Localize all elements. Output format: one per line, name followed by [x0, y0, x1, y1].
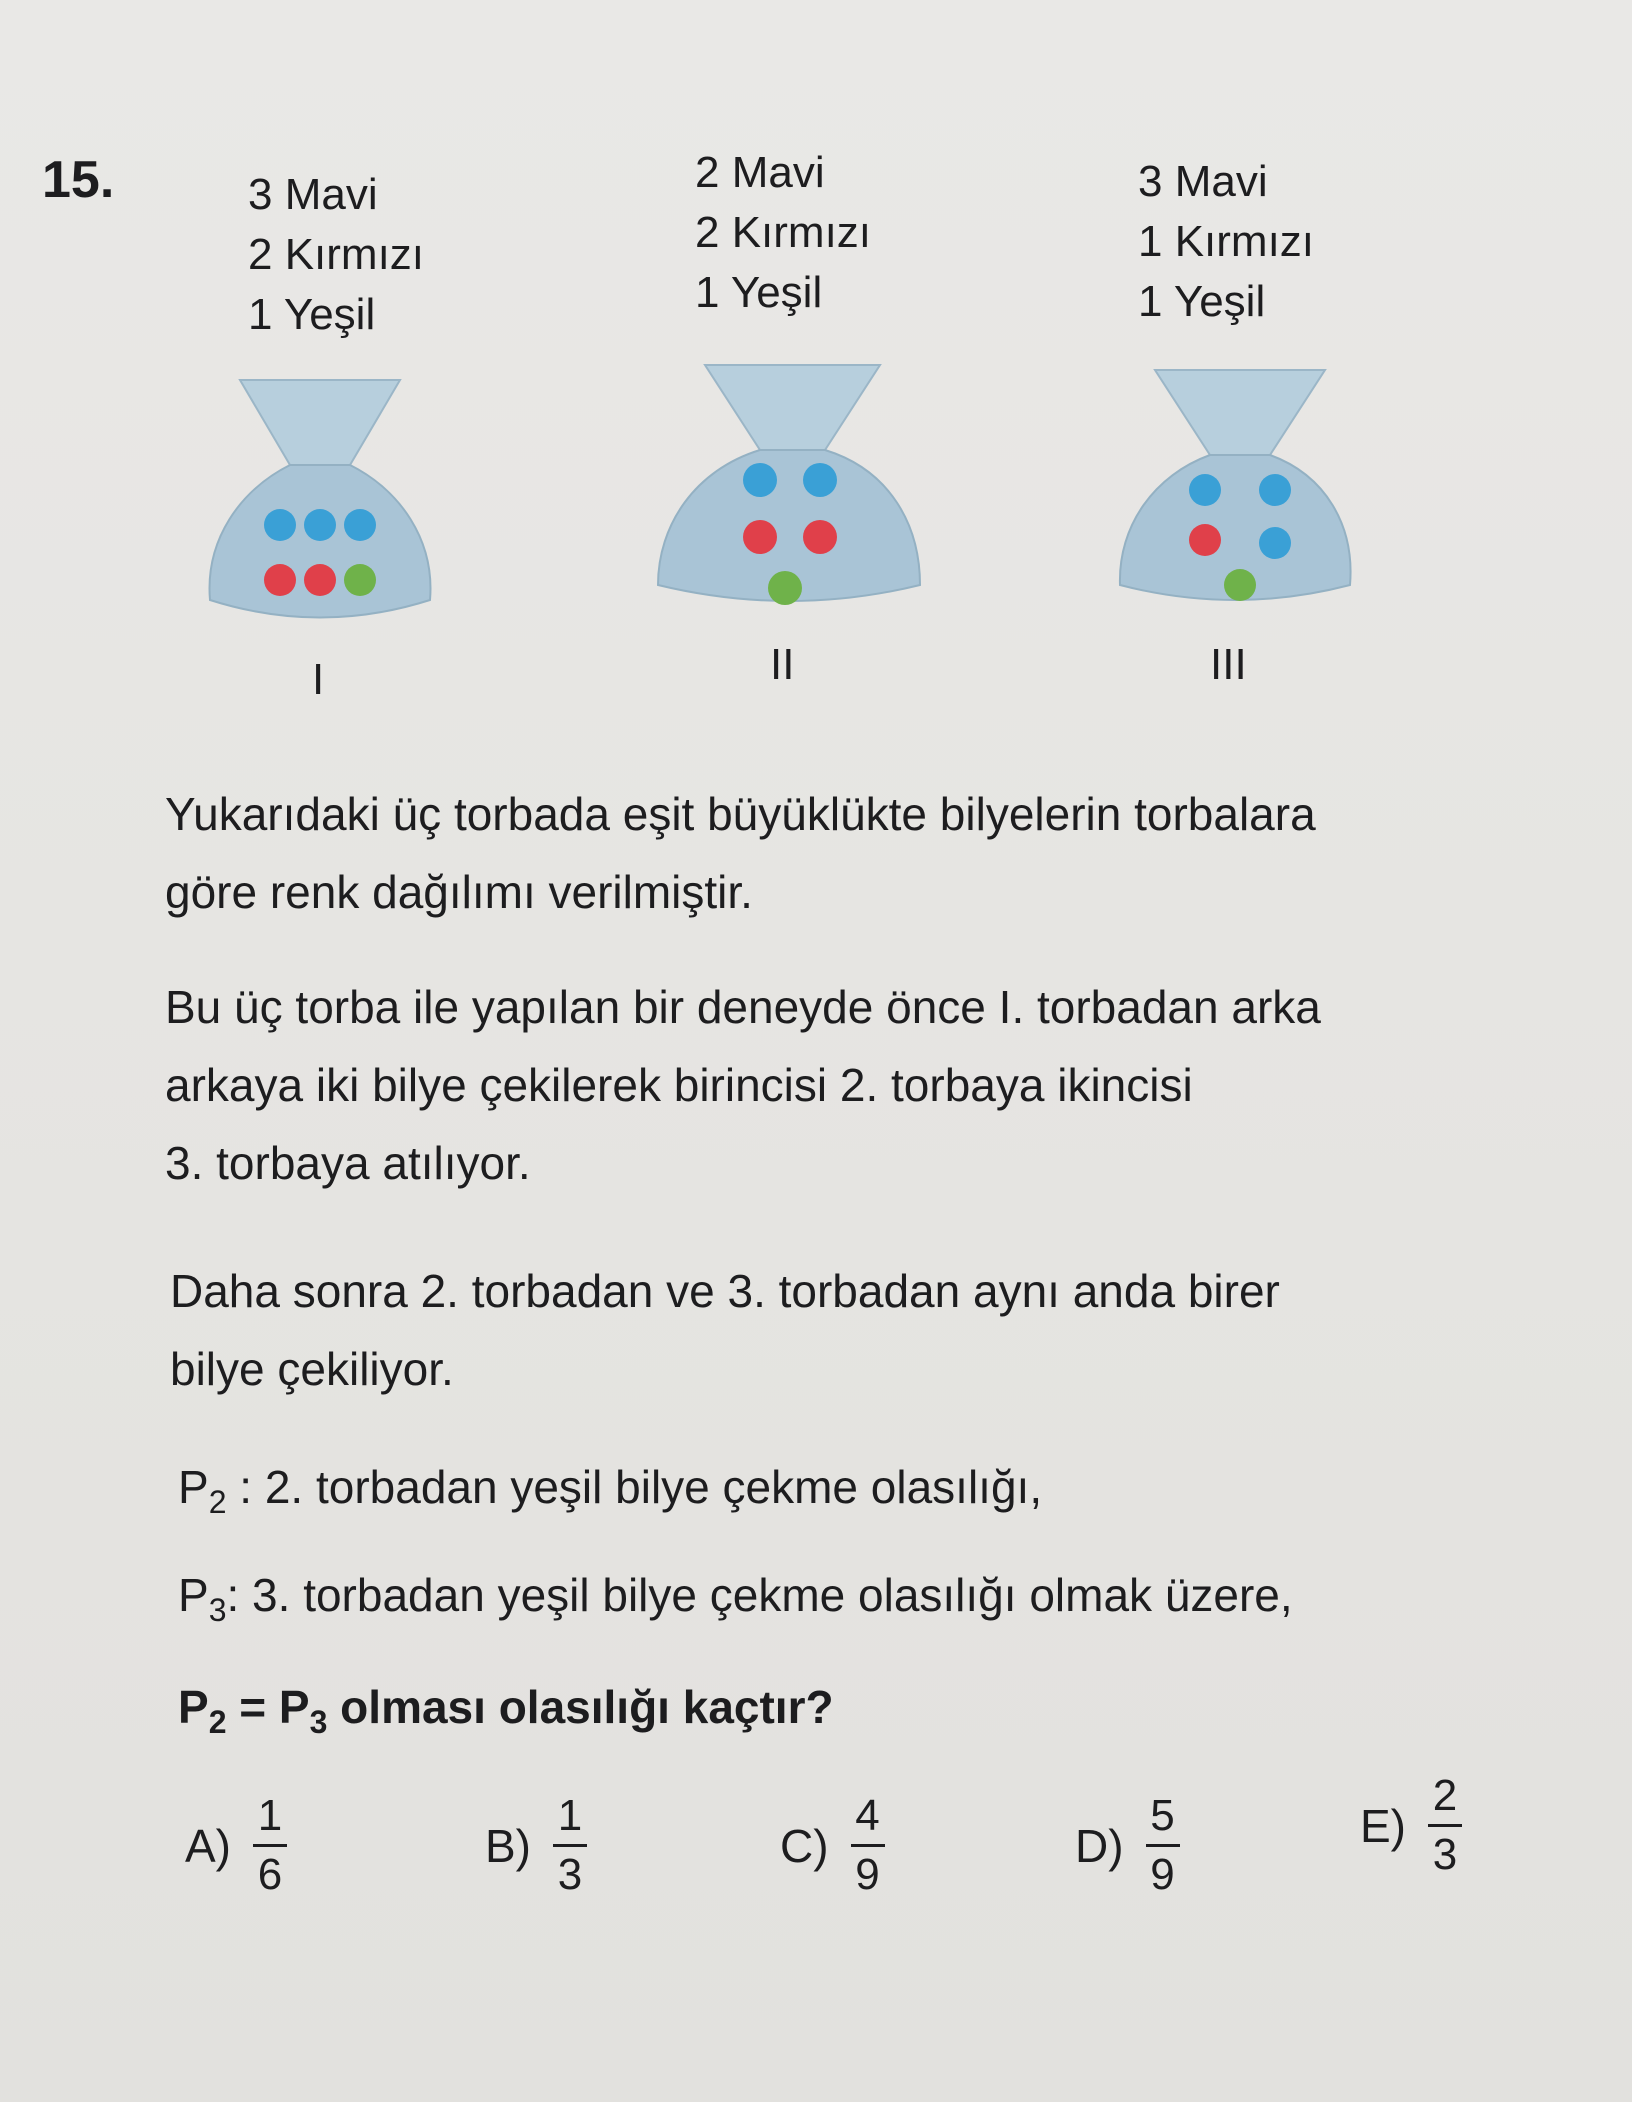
- fraction-bar: [253, 1844, 287, 1847]
- option-letter: E): [1360, 1799, 1406, 1852]
- fraction-denominator: 3: [1432, 1830, 1458, 1879]
- ball-green: [768, 571, 802, 605]
- bag-1-label: [248, 165, 424, 345]
- ball-red: [1189, 524, 1221, 556]
- paragraph-line: göre renk dağılımı verilmiştir.: [165, 866, 753, 918]
- bag-1-roman: I: [312, 655, 325, 704]
- ball-blue: [1259, 474, 1291, 506]
- option-b[interactable]: [485, 1790, 587, 1901]
- symbol-p: P: [178, 1681, 209, 1733]
- option-fraction: [1428, 1770, 1462, 1881]
- bag-3-label-line: 1 Kırmızı: [1138, 217, 1315, 266]
- ball-blue: [1189, 474, 1221, 506]
- fraction-bar: [1428, 1824, 1462, 1827]
- paragraph-line: Daha sonra 2. torbadan ve 3. torbadan aynı anda birer: [170, 1265, 1280, 1317]
- ball-red: [803, 520, 837, 554]
- option-fraction: [253, 1790, 287, 1901]
- bag-2-roman: II: [770, 640, 795, 689]
- definition-text: : 2. torbadan yeşil bilye çekme olasılığı,: [226, 1461, 1043, 1513]
- option-a[interactable]: [185, 1790, 287, 1901]
- symbol-p: P: [178, 1569, 209, 1621]
- option-c[interactable]: [780, 1790, 885, 1901]
- fraction-bar: [553, 1844, 587, 1847]
- fraction-bar: [851, 1844, 885, 1847]
- paragraph-line: bilye çekiliyor.: [170, 1343, 454, 1395]
- bag-3-image: [1110, 360, 1360, 620]
- option-d[interactable]: [1075, 1790, 1180, 1901]
- question-text: [178, 1680, 834, 1741]
- paragraph-line: 3. torbaya atılıyor.: [165, 1137, 531, 1189]
- bag-2-label-line: 2 Mavi: [695, 148, 825, 197]
- ball-blue: [344, 509, 376, 541]
- paragraph-line: arkaya iki bilye çekilerek birincisi 2. torbaya ikincisi: [165, 1059, 1193, 1111]
- option-fraction: [1146, 1790, 1180, 1901]
- bag-3-label-line: 3 Mavi: [1138, 157, 1268, 206]
- ball-green: [344, 564, 376, 596]
- fraction-bar: [1146, 1844, 1180, 1847]
- bag-1-label-line: 1 Yeşil: [248, 290, 376, 339]
- subscript: 3: [208, 1592, 227, 1628]
- question-number: 15.: [42, 151, 115, 209]
- bag-2-label-line: 2 Kırmızı: [695, 208, 872, 257]
- fraction-numerator: 1: [257, 1791, 283, 1840]
- subscript: 2: [208, 1484, 227, 1520]
- fraction-denominator: 9: [855, 1850, 880, 1899]
- option-letter: C): [780, 1819, 829, 1872]
- subscript: 3: [309, 1704, 328, 1740]
- bag-2-label: [695, 143, 871, 323]
- definition-p2: [178, 1460, 1042, 1521]
- bag-1-label-line: 3 Mavi: [248, 170, 378, 219]
- option-e[interactable]: [1360, 1770, 1462, 1881]
- paragraph-experiment: [165, 968, 1321, 1202]
- bag-3-roman: III: [1210, 640, 1247, 689]
- ball-red: [304, 564, 336, 596]
- bag-2-image: [650, 355, 930, 620]
- question-sentence: olması olasılığı kaçtır?: [327, 1681, 834, 1733]
- definition-p3: [178, 1568, 1293, 1629]
- bag-3-label-line: 1 Yeşil: [1138, 277, 1266, 326]
- paragraph-line: Bu üç torba ile yapılan bir deneyde önce I. torbadan arka: [165, 981, 1321, 1033]
- symbol-p: P: [178, 1461, 209, 1513]
- option-letter: B): [485, 1819, 531, 1872]
- fraction-numerator: 4: [855, 1791, 880, 1840]
- option-fraction: [553, 1790, 587, 1901]
- paragraph-line: Yukarıdaki üç torbada eşit büyüklükte bilyelerin torbalara: [165, 788, 1316, 840]
- ball-blue: [803, 463, 837, 497]
- equals-sign: =: [226, 1681, 279, 1733]
- bag-1-image: [200, 370, 440, 640]
- ball-blue: [1259, 527, 1291, 559]
- ball-red: [743, 520, 777, 554]
- symbol-p: P: [278, 1681, 310, 1733]
- bag-3-label: [1138, 152, 1314, 332]
- definition-text: : 3. torbadan yeşil bilye çekme olasılığı olmak üzere,: [226, 1569, 1293, 1621]
- fraction-numerator: 5: [1150, 1791, 1175, 1840]
- bag-2-label-line: 1 Yeşil: [695, 268, 823, 317]
- bag-1-label-line: 2 Kırmızı: [248, 230, 425, 279]
- paragraph-intro: [165, 775, 1316, 931]
- subscript: 2: [208, 1704, 227, 1740]
- ball-green: [1224, 569, 1256, 601]
- ball-blue: [743, 463, 777, 497]
- ball-blue: [304, 509, 336, 541]
- fraction-denominator: 6: [257, 1850, 283, 1899]
- ball-blue: [264, 509, 296, 541]
- option-letter: A): [185, 1819, 231, 1872]
- paragraph-draw: [170, 1252, 1280, 1408]
- option-letter: D): [1075, 1819, 1124, 1872]
- option-fraction: [851, 1790, 885, 1901]
- ball-red: [264, 564, 296, 596]
- fraction-denominator: 3: [557, 1850, 583, 1899]
- fraction-denominator: 9: [1150, 1850, 1175, 1899]
- fraction-numerator: 2: [1432, 1771, 1458, 1820]
- fraction-numerator: 1: [557, 1791, 583, 1840]
